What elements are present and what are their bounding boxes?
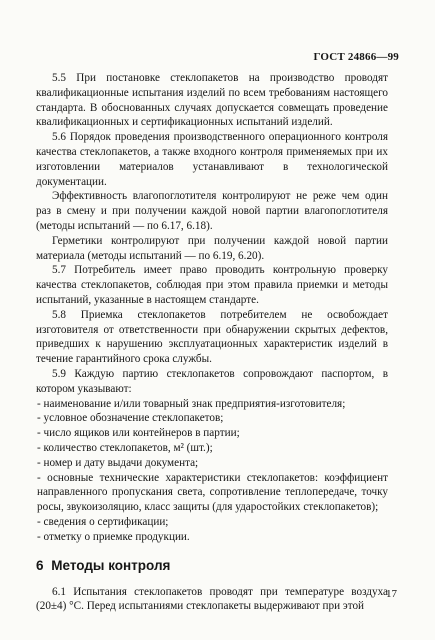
paragraph-5-7: 5.7 Потребитель имеет право проводить контрольную проверку качества стеклопакетов, соблюдая при этом правила приемки и методы испытаний, указанные в настоящем стандарте. bbox=[36, 264, 388, 306]
paragraph-6-1: 6.1 Испытания стеклопакетов проводят при температуре воздуха (20±4) °С. Перед испытаниями стеклопакеты выдерживают при этой bbox=[36, 585, 388, 613]
page-content bbox=[36, 71, 388, 614]
list-item: - сведения о сертификации; bbox=[37, 515, 169, 528]
paragraph-sealants: Герметики контролируют при получении каждой новой партии материала (методы испытаний — по 6.19, 6.20). bbox=[36, 234, 388, 262]
paragraph-5-6: 5.6 Порядок проведения производственного операционного контроля качества стеклопакетов, а также входного контроля применяемых при их изготовлении материалов устанавливают в технологической документации. bbox=[36, 131, 388, 188]
section-heading bbox=[36, 558, 388, 573]
list-item: - основные технические характеристики стеклопакетов: коэффициент направленного пропускания света, сопротивление теплопередаче, точку росы, звукоизоляцию, класс защиты (для ударостойких стеклопакетов); bbox=[37, 471, 388, 514]
section-title: Методы контроля bbox=[51, 557, 171, 573]
standard-header: ГОСТ 24866—99 bbox=[313, 51, 399, 63]
list-item: - количество стеклопакетов, м² (шт.); bbox=[37, 441, 213, 454]
list-item: - наименование и/или товарный знак предприятия-изготовителя; bbox=[37, 397, 346, 410]
paragraph-5-5: 5.5 При постановке стеклопакетов на производство проводят квалификационные испытания изделий по всем требованиям настоящего стандарта. В обоснованных случаях допускается совмещать проведение квалификационных и сертификационных испытаний изделий. bbox=[36, 72, 388, 129]
page-number: 17 bbox=[386, 588, 397, 600]
list-item: - условное обозначение стеклопакетов; bbox=[37, 412, 224, 425]
list-item: - номер и дату выдачи документа; bbox=[37, 456, 199, 469]
paragraph-5-9: 5.9 Каждую партию стеклопакетов сопровождают паспортом, в котором указывают: bbox=[36, 367, 388, 395]
list-item: - отметку о приемке продукции. bbox=[37, 530, 190, 543]
list-item: - число ящиков или контейнеров в партии; bbox=[37, 427, 240, 440]
paragraph-desiccant: Эффективность влагопоглотителя контролируют не реже чем один раз в смену и при получении каждой новой партии влагопоглотителя (методы испытаний — по 6.17, 6.18). bbox=[36, 190, 388, 232]
paragraph-5-8: 5.8 Приемка стеклопакетов потребителем не освобождает изготовителя от ответственности при обнаружении скрытых дефектов, приведших к нарушению эксплуатационных характеристик изделий в течение гарантийного срока службы. bbox=[36, 308, 388, 366]
section-number: 6 bbox=[36, 557, 44, 573]
